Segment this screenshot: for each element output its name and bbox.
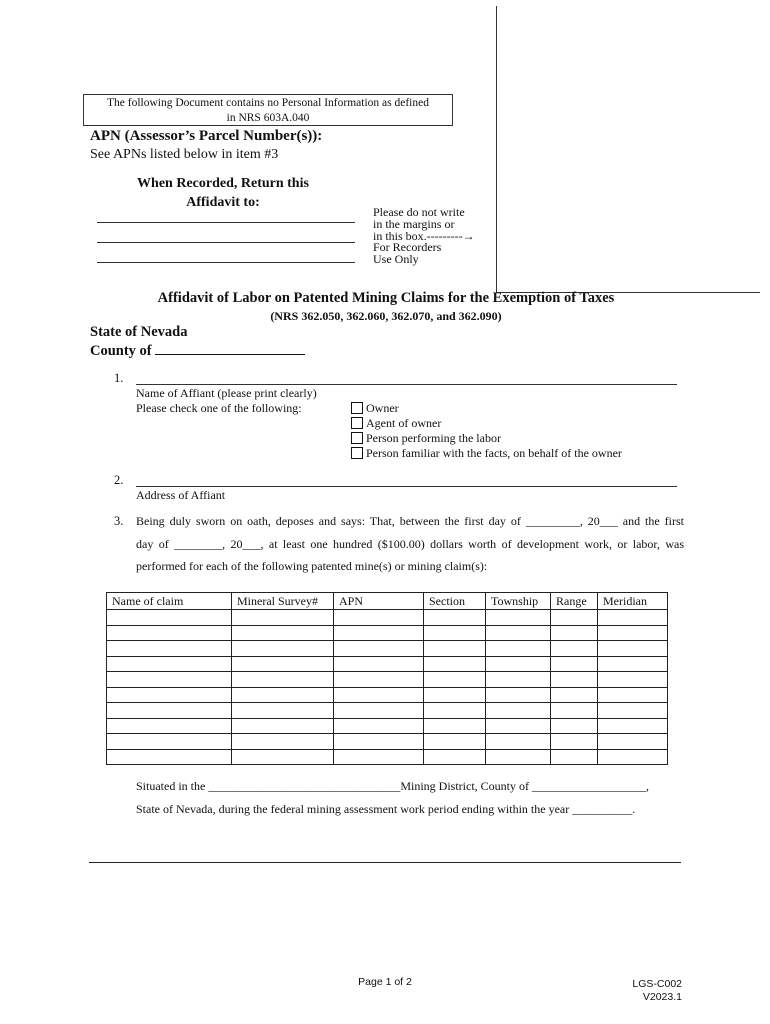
table-cell[interactable] (598, 734, 668, 750)
table-cell[interactable] (486, 749, 551, 765)
form-version: V2023.1 (642, 991, 682, 1003)
table-cell[interactable] (424, 625, 486, 641)
table-cell[interactable] (486, 718, 551, 734)
labor-checkbox[interactable] (351, 432, 363, 444)
table-cell[interactable] (424, 734, 486, 750)
county-heading (90, 342, 305, 360)
agent-checkbox[interactable] (351, 417, 363, 429)
table-cell[interactable] (107, 718, 232, 734)
table-cell[interactable] (334, 703, 424, 719)
table-cell[interactable] (232, 625, 334, 641)
header-meridian: Meridian (598, 593, 668, 610)
document-title: Affidavit of Labor on Patented Mining Claims for the Exemption of Taxes (157, 290, 615, 306)
table-row (107, 703, 668, 719)
personal-info-notice (83, 94, 453, 126)
return-address-line-1[interactable] (97, 222, 355, 223)
check-instruction: Please check one of the following: (136, 401, 302, 415)
affiant-name-line[interactable] (136, 384, 677, 385)
table-cell[interactable] (424, 718, 486, 734)
owner-label: Owner (366, 401, 399, 415)
table-row (107, 687, 668, 703)
recorder-note-line-4: For Recorders (373, 240, 442, 255)
table-cell[interactable] (551, 703, 598, 719)
table-cell[interactable] (486, 641, 551, 657)
table-cell[interactable] (598, 610, 668, 626)
table-cell[interactable] (486, 687, 551, 703)
header-range: Range (551, 593, 598, 610)
table-cell[interactable] (424, 749, 486, 765)
table-cell[interactable] (551, 734, 598, 750)
table-row (107, 672, 668, 688)
table-cell[interactable] (232, 718, 334, 734)
table-cell[interactable] (551, 718, 598, 734)
table-cell[interactable] (424, 672, 486, 688)
familiar-checkbox[interactable] (351, 447, 363, 459)
table-cell[interactable] (232, 672, 334, 688)
header-section: Section (424, 593, 486, 610)
item-3-line-3: performed for each of the following patented mine(s) or mining claim(s): (136, 559, 488, 573)
table-cell[interactable] (334, 625, 424, 641)
claims-table (106, 592, 668, 765)
item-2-number: 2. (114, 473, 124, 487)
assessment-period-line: State of Nevada, during the federal mining assessment work period ending within the year __________. (136, 802, 636, 816)
table-cell[interactable] (551, 625, 598, 641)
table-cell[interactable] (334, 641, 424, 657)
table-cell[interactable] (107, 734, 232, 750)
table-row (107, 641, 668, 657)
table-cell[interactable] (334, 610, 424, 626)
affiant-address-line[interactable] (136, 486, 677, 487)
form-code-block (600, 978, 682, 1004)
table-cell[interactable] (334, 672, 424, 688)
table-cell[interactable] (551, 656, 598, 672)
item-3-number: 3. (114, 514, 124, 528)
document-subtitle: (NRS 362.050, 362.060, 362.070, and 362.090) (270, 309, 502, 323)
table-cell[interactable] (424, 641, 486, 657)
table-row (107, 718, 668, 734)
option-agent[interactable] (351, 416, 441, 430)
table-cell[interactable] (107, 672, 232, 688)
table-cell[interactable] (107, 610, 232, 626)
table-cell[interactable] (107, 687, 232, 703)
table-cell[interactable] (551, 749, 598, 765)
table-cell[interactable] (232, 687, 334, 703)
header-apn: APN (334, 593, 424, 610)
agent-label: Agent of owner (366, 416, 442, 430)
table-cell[interactable] (486, 734, 551, 750)
apn-subtitle: See APNs listed below in item #3 (90, 147, 279, 162)
table-cell[interactable] (598, 749, 668, 765)
table-cell[interactable] (232, 703, 334, 719)
header-mineral-survey: Mineral Survey# (232, 593, 334, 610)
return-to-line-1: When Recorded, Return this (137, 176, 309, 191)
table-cell[interactable] (486, 625, 551, 641)
table-cell[interactable] (551, 672, 598, 688)
table-cell[interactable] (598, 718, 668, 734)
familiar-label: Person familiar with the facts, on behalf of the owner (366, 446, 622, 460)
recorder-note-line-2: in the margins or (373, 216, 455, 231)
item-3-line-1: Being duly sworn on oath, deposes and says: That, between the first day of _________, 20___ and the first (136, 514, 684, 528)
table-cell[interactable] (424, 703, 486, 719)
bottom-rule (89, 862, 681, 863)
table-cell[interactable] (551, 687, 598, 703)
table-cell[interactable] (107, 749, 232, 765)
item-1-number: 1. (114, 371, 124, 385)
recorder-box-vertical-line (496, 6, 497, 292)
table-cell[interactable] (424, 610, 486, 626)
item-3-line-2: day of ________, 20___, at least one hundred ($100.00) dollars worth of development work, or labor, was (136, 537, 684, 551)
table-cell[interactable] (486, 672, 551, 688)
recorder-note-line-3: in this box.---------→ (373, 228, 475, 243)
table-cell[interactable] (598, 672, 668, 688)
table-cell[interactable] (486, 703, 551, 719)
table-cell[interactable] (334, 656, 424, 672)
notice-line-2: in NRS 603A.040 (226, 112, 310, 124)
table-cell[interactable] (107, 656, 232, 672)
recorder-note-line-1: Please do not write (373, 205, 465, 219)
table-cell[interactable] (232, 641, 334, 657)
table-row (107, 625, 668, 641)
return-to-heading (128, 174, 318, 212)
table-cell[interactable] (598, 656, 668, 672)
affiant-address-label: Address of Affiant (136, 488, 226, 502)
table-cell[interactable] (107, 625, 232, 641)
county-input-line[interactable] (155, 342, 305, 355)
notice-line-1: The following Document contains no Personal Information as defined (107, 97, 429, 109)
table-cell[interactable] (334, 718, 424, 734)
header-name-of-claim: Name of claim (107, 593, 232, 610)
table-cell[interactable] (232, 734, 334, 750)
table-cell[interactable] (334, 734, 424, 750)
table-cell[interactable] (232, 610, 334, 626)
form-code: LGS-C002 (632, 978, 682, 990)
table-cell[interactable] (107, 641, 232, 657)
table-row (107, 749, 668, 765)
owner-checkbox[interactable] (351, 402, 363, 414)
table-cell[interactable] (598, 625, 668, 641)
recorder-note-line-5: Use Only (373, 252, 419, 267)
table-cell[interactable] (551, 610, 598, 626)
table-cell[interactable] (334, 687, 424, 703)
situated-line: Situated in the ________________________________Mining District, County of ___________________, (136, 779, 649, 793)
page-number: Page 1 of 2 (358, 976, 412, 988)
table-cell[interactable] (486, 656, 551, 672)
table-cell[interactable] (598, 687, 668, 703)
table-cell[interactable] (107, 703, 232, 719)
table-row (107, 656, 668, 672)
table-row (107, 734, 668, 750)
recorder-note (373, 207, 475, 266)
table-cell[interactable] (598, 703, 668, 719)
table-row (107, 610, 668, 626)
labor-label: Person performing the labor (366, 431, 501, 445)
claims-header-row (107, 593, 668, 610)
return-address-line-2[interactable] (97, 242, 355, 243)
table-cell[interactable] (334, 749, 424, 765)
return-to-line-2: Affidavit to: (186, 195, 260, 210)
table-cell[interactable] (424, 656, 486, 672)
table-cell[interactable] (424, 687, 486, 703)
table-cell[interactable] (598, 641, 668, 657)
state-label: State of Nevada (90, 324, 188, 340)
option-owner[interactable] (351, 401, 399, 415)
affiant-name-label: Name of Affiant (please print clearly) (136, 386, 317, 400)
table-cell[interactable] (486, 610, 551, 626)
option-labor[interactable] (351, 431, 501, 445)
apn-title: APN (Assessor’s Parcel Number(s)): (90, 128, 323, 144)
table-cell[interactable] (551, 641, 598, 657)
header-township: Township (486, 593, 551, 610)
option-familiar[interactable] (351, 446, 622, 460)
table-cell[interactable] (232, 656, 334, 672)
table-cell[interactable] (232, 749, 334, 765)
county-label: County of (90, 343, 152, 359)
return-address-line-3[interactable] (97, 262, 355, 263)
